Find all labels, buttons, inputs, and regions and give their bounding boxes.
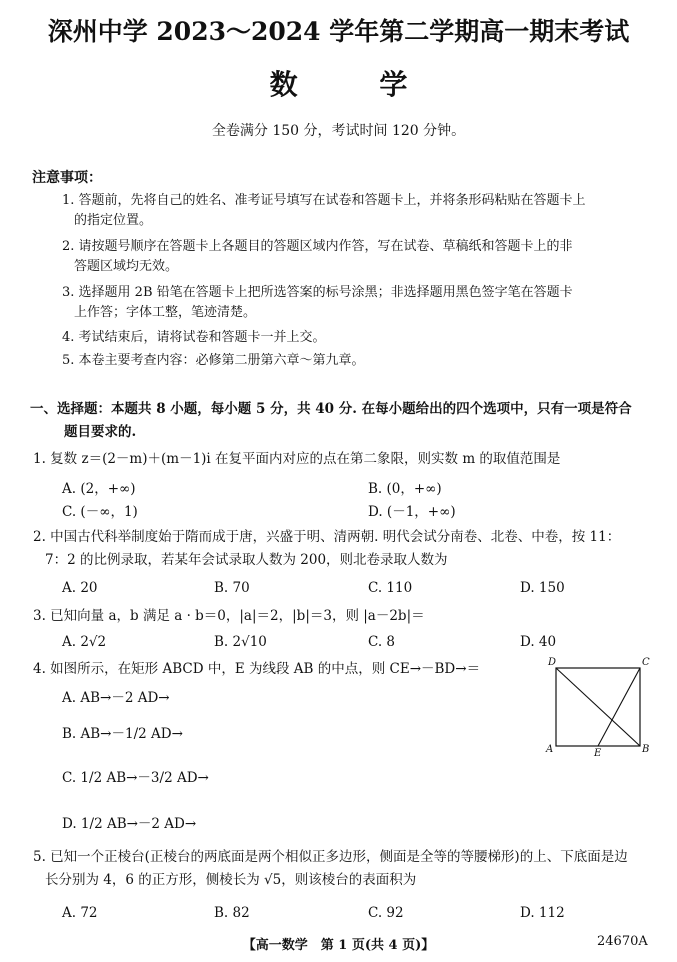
note-item	[62, 283, 647, 323]
full-score-line: 全卷满分 150 分，考试时间 120 分钟。	[211, 123, 466, 139]
question-5-stem	[33, 846, 648, 892]
label-a: A	[546, 744, 554, 755]
q5-line: 5. 已知一个正棱台(正棱台的两底面是两个相似正多边形，侧面是全等的等腰梯形)的上、下底面是边	[33, 849, 628, 865]
notes-title: 注意事项：	[32, 170, 102, 186]
label-d: D	[548, 657, 557, 668]
question-2-stem	[33, 526, 648, 572]
rectangle-diagram	[538, 656, 658, 760]
section-line: 一、选择题：本题共 8 小题，每小题 5 分，共 40 分. 在每小题给出的四个选项中，只有一项是符合	[30, 401, 632, 417]
q4-option-a: A. AB→－2 AD→	[62, 690, 170, 706]
rectangle-figure	[538, 656, 658, 760]
section-heading	[30, 398, 650, 444]
q2-option-b: B. 70	[214, 580, 250, 596]
question-4-stem: 4. 如图所示，在矩形 ABCD 中，E 为线段 AB 的中点，则 CE→－BD→＝	[33, 661, 481, 677]
q2-option-d: D. 150	[520, 580, 565, 596]
q4-option-b: B. AB→－1/2 AD→	[62, 726, 183, 742]
segment-ce	[598, 668, 640, 746]
q2-line: 7：2 的比例录取，若某年会试录取人数为 200，则北卷录取人数为	[45, 552, 448, 568]
note-line: 3. 选择题用 2B 铅笔在答题卡上把所选答案的标号涂黑；非选择题用黑色签字笔在答题卡	[62, 285, 573, 300]
paper-code: 24670A	[597, 934, 648, 949]
q4-option-d: D. 1/2 AB→－2 AD→	[62, 816, 197, 832]
label-e: E	[594, 748, 602, 759]
label-b: B	[642, 744, 650, 755]
note-item	[62, 191, 647, 231]
q5-option-c: C. 92	[368, 905, 404, 921]
page-footer: 【高一数学 第 1 页(共 4 页)】	[242, 938, 435, 953]
note-line: 上作答；字体工整，笔迹清楚。	[74, 305, 257, 320]
q5-line: 长分别为 4，6 的正方形，侧棱长为 √5，则该棱台的表面积为	[45, 872, 417, 888]
q2-line: 2. 中国古代科举制度始于隋而成于唐，兴盛于明、清两朝. 明代会试分南卷、北卷、中卷，按 11：	[33, 529, 621, 545]
note-line: 4. 考试结束后，请将试卷和答题卡一并上交。	[62, 330, 326, 345]
note-line: 1. 答题前，先将自己的姓名、准考证号填写在试卷和答题卡上，并将条形码粘贴在答题卡上	[62, 193, 586, 208]
q1-option-b: B. (0，+∞)	[368, 481, 442, 497]
note-item	[62, 351, 647, 371]
q3-option-c: C. 8	[368, 634, 396, 650]
note-line: 答题区域均无效。	[74, 259, 179, 274]
diagonal-bd	[556, 668, 640, 746]
q5-option-a: A. 72	[62, 905, 98, 921]
q3-option-a: A. 2√2	[62, 634, 107, 650]
q3-option-d: D. 40	[520, 634, 557, 650]
q2-option-a: A. 20	[62, 580, 98, 596]
label-c: C	[642, 657, 650, 668]
note-item	[62, 237, 647, 277]
question-1-stem: 1. 复数 z＝(2－m)＋(m－1)i 在复平面内对应的点在第二象限，则实数 m 的取值范围是	[33, 451, 561, 467]
q1-option-c: C. (－∞，1)	[62, 504, 138, 520]
subject-title: 数 学	[269, 68, 444, 101]
exam-title: 深州中学 2023～2024 学年第二学期高一期末考试	[47, 17, 630, 46]
q1-option-d: D. (－1，+∞)	[368, 504, 456, 520]
question-3-stem: 3. 已知向量 a，b 满足 a · b＝0，|a|＝2，|b|＝3，则 |a－2b|＝	[33, 608, 425, 624]
note-item	[62, 328, 647, 348]
q1-option-a: A. (2，+∞)	[62, 481, 136, 497]
q5-option-d: D. 112	[520, 905, 565, 921]
q5-option-b: B. 82	[214, 905, 250, 921]
q2-option-c: C. 110	[368, 580, 413, 596]
note-line: 5. 本卷主要考查内容：必修第二册第六章～第九章。	[62, 353, 365, 368]
q3-option-b: B. 2√10	[214, 634, 267, 650]
note-line: 的指定位置。	[74, 213, 153, 228]
note-line: 2. 请按题号顺序在答题卡上各题目的答题区域内作答，写在试卷、草稿纸和答题卡上的非	[62, 239, 573, 254]
section-line: 题目要求的.	[64, 424, 137, 440]
q4-option-c: C. 1/2 AB→－3/2 AD→	[62, 770, 209, 786]
